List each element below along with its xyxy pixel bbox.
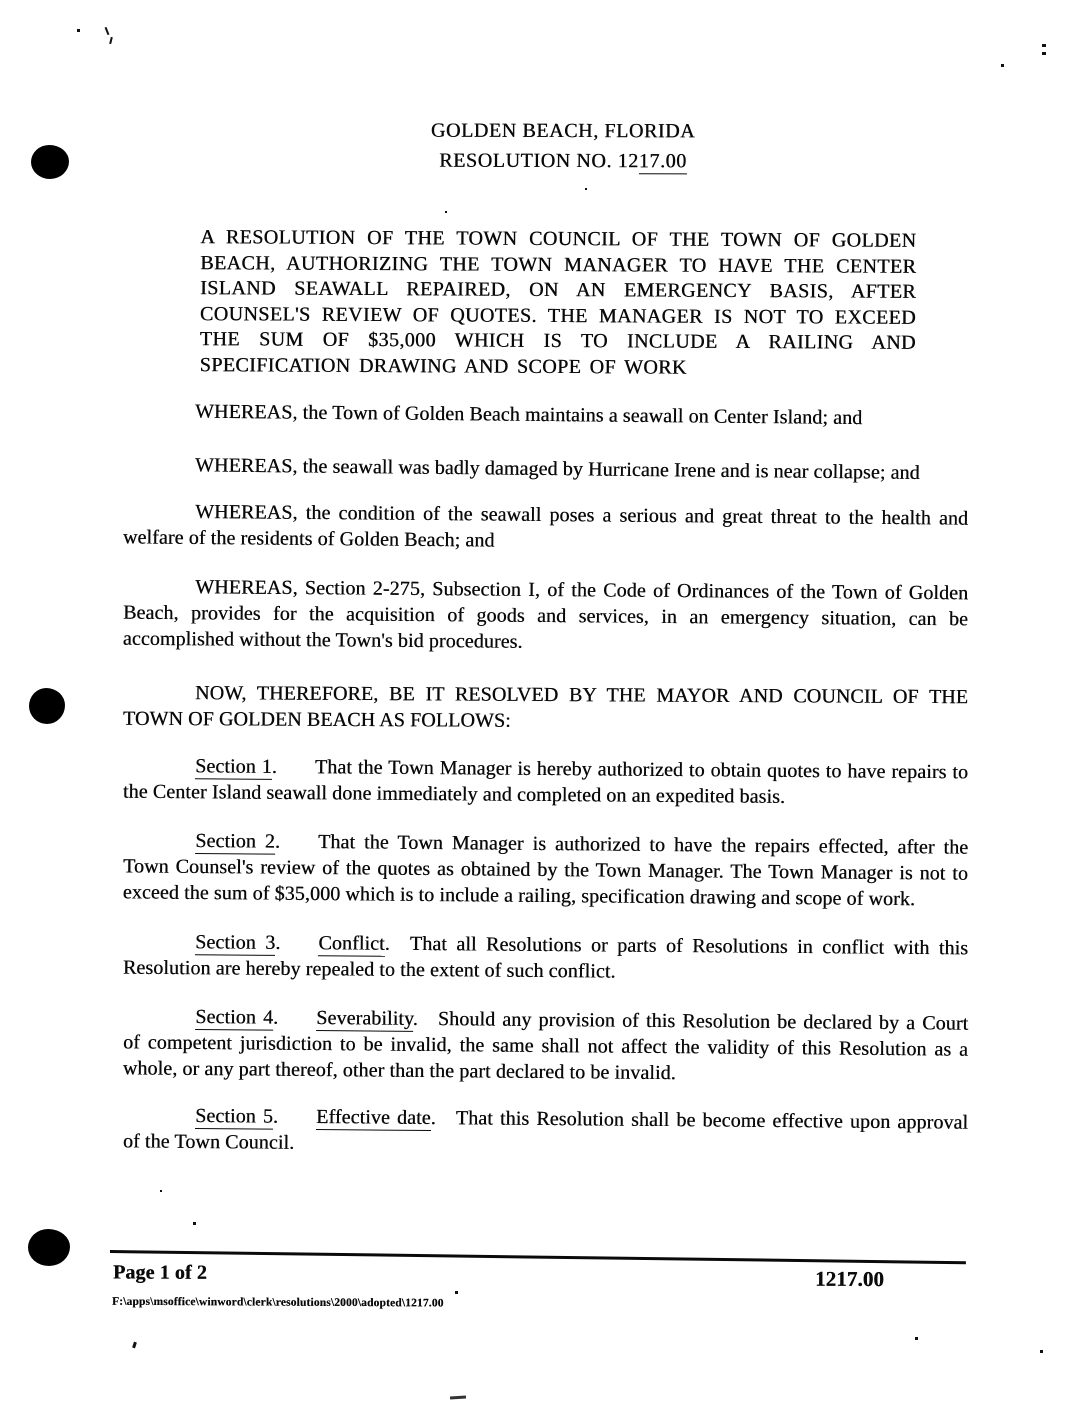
section-4-label: Section 4 [195,1005,274,1029]
scan-speck [450,1395,466,1399]
section-5-heading-period: . [430,1106,436,1130]
scan-speck [109,37,113,44]
section-2-body: That the Town Manager is authorized to have the repairs effected, after the Town Counsel's review of the quotes as obtained by the Town Manager. The Town Manager is not to exceed the sum of $35,000 which is to include a railing, specification drawing and scope of work. [122,831,969,911]
section-4 [123,1003,969,1088]
section-5-heading: Effective date [315,1105,431,1129]
footer-file-path: F:\apps\msoffice\winword\clerk\resolutions\2000\adopted\1217.00 [111,1295,444,1310]
hole-punch-mark-middle [29,688,65,724]
resolution-number-prefix: RESOLUTION NO. 12 [439,149,639,173]
scan-speck [1040,1350,1043,1353]
footer-doc-number: 1217.00 [814,1266,885,1292]
section-3-body: That all Resolutions or parts of Resolutions in conflict with this Resolution are hereby repealed to the extent of such conflict. [122,932,969,983]
section-4-heading-period: . [412,1007,418,1030]
scan-speck [455,1291,458,1294]
header-resolution-line [18,145,1090,178]
scan-speck [1042,52,1046,55]
scan-speck [445,211,447,213]
section-5-body: That this Resolution shall be become effective upon approval of the Town Council. [122,1107,969,1154]
section-3-label: Section 3 [195,931,276,954]
document-header [18,115,1090,178]
whereas-clause-3: WHEREAS, the condition of the seawall poses a serious and great threat to the health and welfare of the residents of Golden Beach; and [122,500,969,552]
whereas-clause-1: WHEREAS, the Town of Golden Beach maintains a seawall on Center Island; and [194,400,863,430]
section-5-label: Section 5 [195,1104,274,1128]
section-2 [123,827,969,912]
scan-speck [77,29,80,32]
section-2-label: Section 2 [195,829,276,853]
header-city-line: GOLDEN BEACH, FLORIDA [430,119,696,143]
section-4-body: Should any provision of this Resolution be declared by a Court of competent jurisdiction to be invalid, the same shall not affect the validity of this Resolution as a whole, or any part thereof, other than the part declared to be invalid. [122,1008,969,1085]
section-2-label-period: . [274,830,281,853]
scan-speck [132,1342,137,1349]
section-3-heading-period: . [384,932,390,955]
section-3-heading: Conflict [318,932,385,955]
scan-speck [1042,44,1046,47]
scan-speck [105,27,110,35]
resolution-title-clause: A RESOLUTION OF THE TOWN COUNCIL OF THE TOWN OF GOLDEN BEACH, AUTHORIZING THE TOWN MANAGER TO HAVE THE CENTER ISLAND SEAWALL REPAIRED, ON AN EMERGENCY BASIS, AFTER COUNSEL'S REVIEW OF QUOTES. THE MANAGER IS NOT TO EXCEED THE SUM OF $35,000 WHICH IS TO INCLUDE A RAILING AND SPECIFICATION DRAWING AND SCOPE OF WORK [199,226,917,379]
resolution-number-underlined: 17.00 [638,150,687,173]
hole-punch-mark-bottom [28,1229,70,1266]
scan-speck [193,1222,196,1225]
resolved-clause: NOW, THEREFORE, BE IT RESOLVED BY THE MAYOR AND COUNCIL OF THE TOWN OF GOLDEN BEACH AS FOLLOWS: [122,682,969,732]
section-4-heading: Severability [316,1006,413,1030]
whereas-clause-4: WHEREAS, Section 2-275, Subsection I, of the Code of Ordinances of the Town of Golden Beach, provides for the acquisition of goods and services, in an emergency situation, can be accomplished without the Town's bid procedures. [122,576,969,653]
section-1-body: That the Town Manager is hereby authorized to obtain quotes to have repairs to the Center Island seawall done immediately and completed on an expedited basis. [122,756,969,808]
section-1-label: Section 1 [195,755,272,778]
scan-speck [585,188,587,190]
section-3-label-period: . [275,931,281,954]
section-5 [123,1102,968,1161]
section-1 [123,753,968,812]
section-4-label-period: . [273,1006,279,1029]
scan-speck [1001,64,1004,67]
whereas-clause-2: WHEREAS, the seawall was badly damaged by Hurricane Irene and is near collapse; and [194,454,920,484]
scan-speck [915,1337,918,1340]
section-1-label-period: . [271,755,277,778]
scan-speck [160,1190,162,1192]
section-5-label-period: . [272,1105,279,1128]
section-3 [123,929,968,988]
footer-page-number: Page 1 of 2 [112,1261,207,1284]
